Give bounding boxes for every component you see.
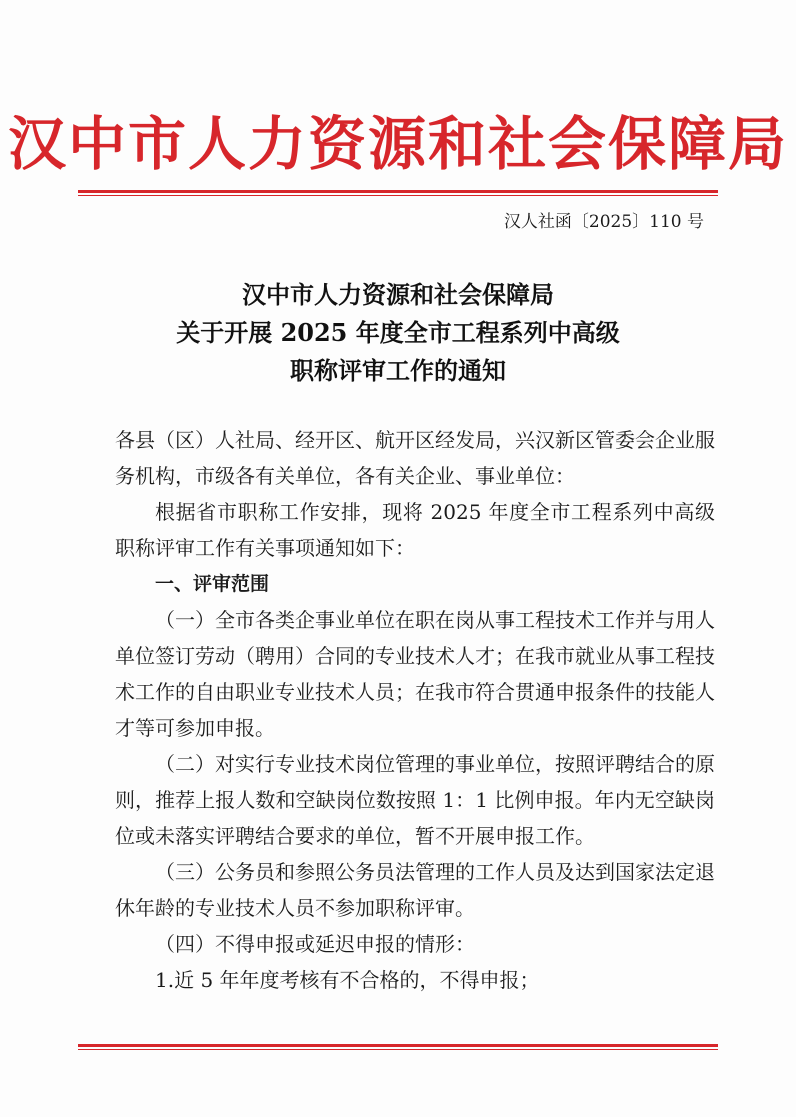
section-heading-scope: 一、评审范围 — [155, 573, 270, 595]
document-body — [115, 422, 715, 998]
title-line-3: 职称评审工作的通知 — [290, 356, 506, 385]
masthead-rule-thick — [78, 190, 718, 193]
masthead-rule-thin — [78, 195, 718, 196]
salutation: 各县（区）人社局、经开区、航开区经发局，兴汉新区管委会企业服务机构，市级各有关单位，各有关企业、事业单位： — [115, 428, 715, 488]
masthead-org-name: 汉中市人力资源和社会保障局 — [7, 110, 788, 178]
footer-rule-thick — [78, 1044, 718, 1047]
scope-item-1: （一）全市各类企事业单位在职在岗从事工程技术工作并与用人单位签订劳动（聘用）合同的专业技术人才；在我市就业从事工程技术工作的自由职业专业技术人员；在我市符合贯通申报条件的技能人才等可参加申报。 — [115, 608, 715, 740]
scope-item-4: （四）不得申报或延迟申报的情形： — [155, 932, 475, 956]
scope-item-2: （二）对实行专业技术岗位管理的事业单位，按照评聘结合的原则，推荐上报人数和空缺岗位数按照 1：1 比例申报。年内无空缺岗位或未落实评聘结合要求的单位，暂不开展申报工作。 — [115, 752, 715, 848]
title-line-1: 汉中市人力资源和社会保障局 — [242, 280, 554, 309]
title-line-2: 关于开展 2025 年度全市工程系列中高级 — [176, 318, 620, 347]
document-number: 汉人社函〔2025〕110 号 — [503, 212, 704, 232]
scope-item-4-1: 1.近 5 年年度考核有不合格的，不得申报； — [155, 968, 540, 992]
footer-rule-thin — [78, 1049, 718, 1050]
intro-paragraph: 根据省市职称工作安排，现将 2025 年度全市工程系列中高级职称评审工作有关事项通知如下： — [115, 500, 715, 560]
scope-item-3: （三）公务员和参照公务员法管理的工作人员及达到国家法定退休年龄的专业技术人员不参加职称评审。 — [115, 860, 715, 920]
